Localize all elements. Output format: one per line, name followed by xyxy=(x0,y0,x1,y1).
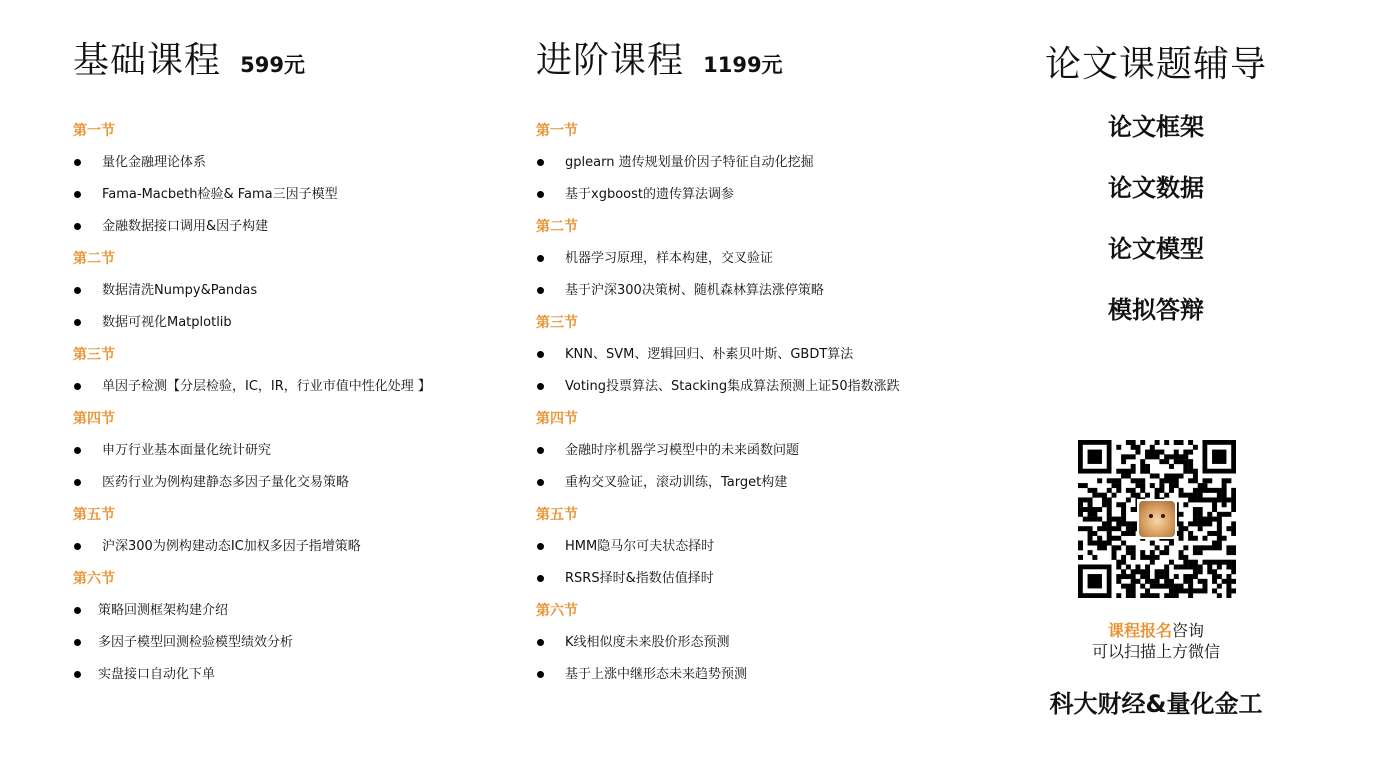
contact-line-2: 可以扫描上方微信 xyxy=(1091,642,1220,661)
list-item-text: 基于上涨中继形态未来趋势预测 xyxy=(565,667,748,682)
section xyxy=(536,214,996,310)
section-title: 第一节 xyxy=(536,123,578,139)
bullet-icon xyxy=(537,255,544,262)
list-item xyxy=(73,662,533,694)
advanced-course-title: 进阶课程 xyxy=(536,40,685,81)
bullet-icon xyxy=(74,383,81,390)
list-item-text: 单因子检测【分层检验，IC，IR，行业市值中性化处理 】 xyxy=(102,379,431,394)
section xyxy=(73,118,533,246)
section-title: 第三节 xyxy=(536,315,578,331)
list-item-text: 实盘接口自动化下单 xyxy=(98,667,216,682)
list-item xyxy=(73,150,533,182)
list-item-text: 数据可视化Matplotlib xyxy=(102,315,232,330)
list-item xyxy=(536,470,996,502)
advanced-course-header xyxy=(536,32,783,83)
section-title: 第五节 xyxy=(73,507,115,523)
list-item-text: 量化金融理论体系 xyxy=(102,155,207,170)
bullet-icon xyxy=(537,639,544,646)
bullet-icon xyxy=(74,671,81,678)
advanced-course-outline xyxy=(536,118,996,694)
list-item-text: KNN、SVM、逻辑回归、朴素贝叶斯、GBDT算法 xyxy=(565,347,854,362)
bullet-icon xyxy=(537,351,544,358)
bullet-icon xyxy=(537,479,544,486)
list-item-text: 金融数据接口调用&因子构建 xyxy=(102,219,269,234)
bullet-icon xyxy=(74,447,81,454)
brand-name: 科大财经&量化金工 xyxy=(1049,690,1263,718)
bullet-icon xyxy=(537,383,544,390)
section xyxy=(73,566,533,694)
list-item xyxy=(73,374,533,406)
bullet-icon xyxy=(74,191,81,198)
thesis-service-item: 模拟答辩 xyxy=(1108,296,1204,324)
section xyxy=(73,342,533,406)
list-item-text: 基于沪深300决策树、随机森林算法涨停策略 xyxy=(565,283,824,298)
list-item-text: gplearn 遗传规划量价因子特征自动化挖掘 xyxy=(565,155,814,170)
advanced-course-price: 1199元 xyxy=(703,53,783,77)
avatar xyxy=(1137,499,1177,539)
wechat-qr-code xyxy=(1078,440,1236,598)
list-item xyxy=(73,470,533,502)
thesis-service-item: 论文框架 xyxy=(1108,113,1204,141)
section-title: 第六节 xyxy=(73,571,115,587)
thesis-title: 论文课题辅导 xyxy=(1044,44,1267,85)
bullet-icon xyxy=(537,159,544,166)
list-item xyxy=(73,438,533,470)
basic-course-price: 599元 xyxy=(240,53,305,77)
bullet-icon xyxy=(74,159,81,166)
list-item xyxy=(536,342,996,374)
section-title: 第二节 xyxy=(536,219,578,235)
list-item xyxy=(73,214,533,246)
list-item xyxy=(73,630,533,662)
list-item-text: HMM隐马尔可夫状态择时 xyxy=(565,539,715,554)
thesis-service-list xyxy=(1020,108,1292,352)
list-item xyxy=(73,278,533,310)
list-item xyxy=(536,534,996,566)
list-item xyxy=(536,566,996,598)
section-title: 第三节 xyxy=(73,347,115,363)
list-item xyxy=(536,662,996,694)
dog-avatar-icon xyxy=(1139,501,1175,537)
section-title: 第五节 xyxy=(536,507,578,523)
list-item xyxy=(536,374,996,406)
list-item-text: 多因子模型回测检验模型绩效分析 xyxy=(98,635,294,650)
bullet-icon xyxy=(74,543,81,550)
thesis-service-item: 论文数据 xyxy=(1108,174,1204,202)
list-item xyxy=(536,182,996,214)
list-item-text: 申万行业基本面量化统计研究 xyxy=(102,443,272,458)
section-title: 第四节 xyxy=(536,411,578,427)
section xyxy=(536,598,996,694)
list-item xyxy=(536,438,996,470)
list-item-text: 沪深300为例构建动态IC加权多因子指增策略 xyxy=(102,539,361,554)
basic-course-outline xyxy=(73,118,533,694)
list-item xyxy=(73,310,533,342)
contact-suffix: 咨询 xyxy=(1172,621,1205,640)
list-item xyxy=(73,534,533,566)
bullet-icon xyxy=(537,575,544,582)
list-item xyxy=(73,598,533,630)
section xyxy=(536,118,996,214)
bullet-icon xyxy=(74,607,81,614)
list-item-text: 策略回测框架构建介绍 xyxy=(98,603,229,618)
list-item xyxy=(536,278,996,310)
bullet-icon xyxy=(537,671,544,678)
section xyxy=(536,406,996,502)
bullet-icon xyxy=(537,447,544,454)
contact-info xyxy=(1020,620,1292,662)
contact-highlight: 课程报名 xyxy=(1107,621,1172,640)
section-title: 第二节 xyxy=(73,251,115,267)
bullet-icon xyxy=(74,319,81,326)
bullet-icon xyxy=(74,479,81,486)
section xyxy=(73,502,533,566)
list-item-text: 机器学习原理，样本构建，交叉验证 xyxy=(565,251,774,266)
section xyxy=(536,502,996,598)
section xyxy=(536,310,996,406)
list-item xyxy=(73,182,533,214)
list-item-text: K线相似度未来股价形态预测 xyxy=(565,635,730,650)
bullet-icon xyxy=(537,543,544,550)
list-item-text: 金融时序机器学习模型中的未来函数问题 xyxy=(565,443,800,458)
bullet-icon xyxy=(74,639,81,646)
list-item xyxy=(536,630,996,662)
bullet-icon xyxy=(537,191,544,198)
section xyxy=(73,246,533,342)
section-title: 第四节 xyxy=(73,411,115,427)
thesis-service-item: 论文模型 xyxy=(1108,235,1204,263)
section-title: 第一节 xyxy=(73,123,115,139)
list-item-text: 基于xgboost的遗传算法调参 xyxy=(565,187,734,202)
contact-line-1 xyxy=(1020,620,1292,641)
basic-course-header xyxy=(73,32,305,83)
list-item-text: 重构交叉验证，滚动训练，Target构建 xyxy=(565,475,788,490)
list-item-text: Voting投票算法、Stacking集成算法预测上证50指数涨跌 xyxy=(565,379,900,394)
list-item-text: RSRS择时&指数估值择时 xyxy=(565,571,714,586)
list-item-text: 医药行业为例构建静态多因子量化交易策略 xyxy=(102,475,350,490)
basic-course-title: 基础课程 xyxy=(73,40,222,81)
list-item xyxy=(536,150,996,182)
bullet-icon xyxy=(537,287,544,294)
section-title: 第六节 xyxy=(536,603,578,619)
list-item-text: 数据清洗Numpy&Pandas xyxy=(102,283,258,298)
bullet-icon xyxy=(74,287,81,294)
list-item-text: Fama-Macbeth检验& Fama三因子模型 xyxy=(102,187,338,202)
bullet-icon xyxy=(74,223,81,230)
section xyxy=(73,406,533,502)
list-item xyxy=(536,246,996,278)
